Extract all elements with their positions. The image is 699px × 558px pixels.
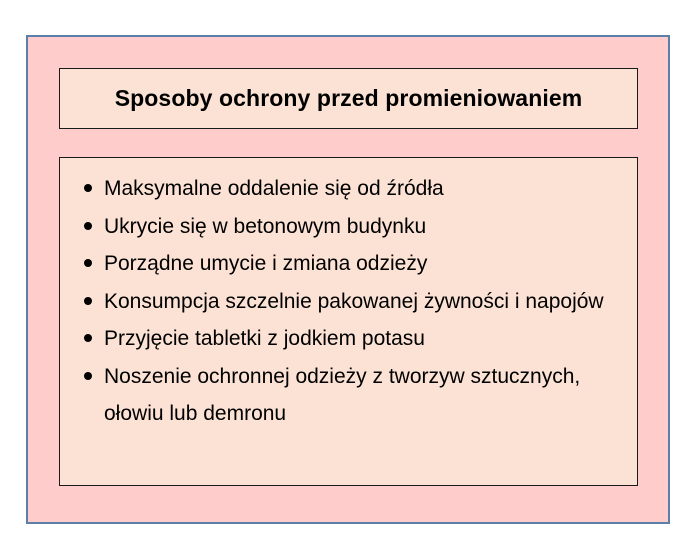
page-title: Sposoby ochrony przed promieniowaniem xyxy=(114,85,583,111)
list-item xyxy=(84,283,614,321)
list-item xyxy=(84,245,614,283)
list-item-text: Noszenie ochronnej odzieży z tworzyw sztucznych, ołowiu lub demronu xyxy=(104,364,581,425)
list-item xyxy=(84,320,614,358)
list-item xyxy=(84,358,614,433)
bullet-list xyxy=(84,170,614,433)
bullet-icon xyxy=(84,372,92,380)
list-item-text: Maksymalne oddalenie się od źródła xyxy=(104,177,444,200)
list-item-text: Porządne umycie i zmiana odzieży xyxy=(104,252,428,275)
bullet-icon xyxy=(84,297,92,305)
bullet-icon xyxy=(84,334,92,342)
bullet-icon xyxy=(84,184,92,192)
list-item xyxy=(84,208,614,246)
list-item-text: Ukrycie się w betonowym budynku xyxy=(104,214,427,238)
list-item xyxy=(84,170,614,208)
bullet-icon xyxy=(84,259,92,267)
bullet-icon xyxy=(84,222,92,230)
list-item-text: Konsumpcja szczelnie pakowanej żywności i napojów xyxy=(104,289,604,313)
list-item-text: Przyjęcie tabletki z jodkiem potasu xyxy=(104,327,425,350)
title-box xyxy=(59,68,638,129)
list-box xyxy=(59,157,638,486)
